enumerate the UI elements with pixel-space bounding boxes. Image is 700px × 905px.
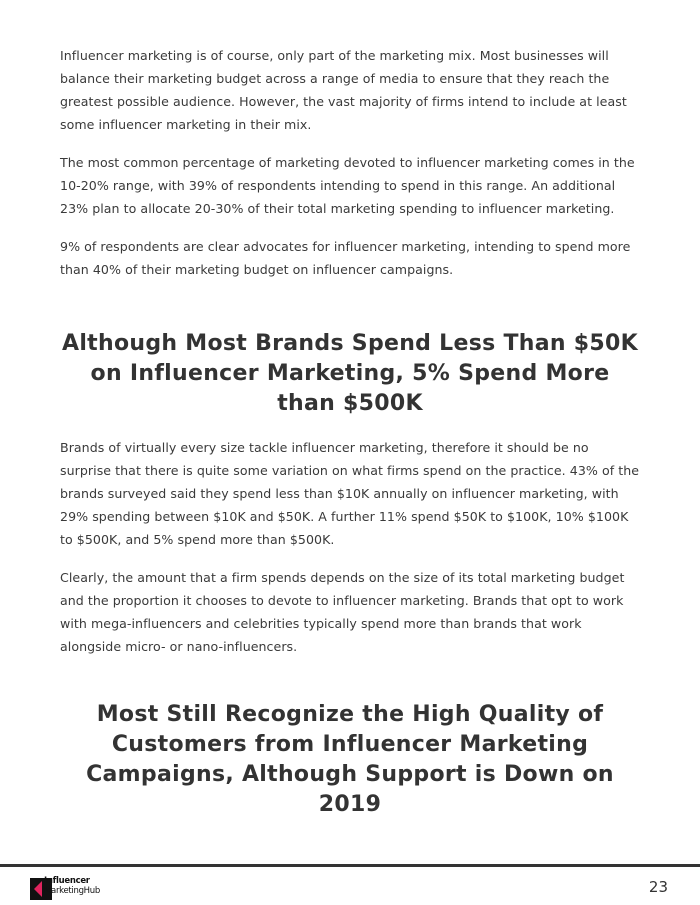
- section-2: [60, 436, 640, 673]
- paragraph: 9% of respondents are clear advocates for influencer marketing, intending to spend more than 40% of their marketing budget on influencer campaigns.: [60, 239, 631, 277]
- logo-line-1: Influencer: [44, 876, 90, 886]
- paragraph: The most common percentage of marketing devoted to influencer marketing comes in the 10-20% range, with 39% of respondents intending to spend in this range. An additional 23% plan to allocate 20-30% of their total marketing spending to influencer marketing.: [60, 155, 635, 216]
- logo-line-2: MarketingHub: [44, 886, 100, 896]
- section-heading: Most Still Recognize the High Quality of Customers from Influencer Marketing Campaigns, Although Support is Down on 2019: [86, 702, 614, 817]
- paragraph: Brands of virtually every size tackle influencer marketing, therefore it should be no surprise that there is quite some variation on what firms spend on the practice. 43% of the brands surveyed said they spend less than $10K annually on influencer marketing, with 29% spending between $10K and $50K. A further 11% spend $50K to $100K, 10% $100K to $500K, and 5% spend more than $500K.: [60, 440, 640, 547]
- section-1: [60, 44, 640, 296]
- paragraph: Clearly, the amount that a firm spends depends on the size of its total marketing budget and the proportion it chooses to devote to influencer marketing. Brands that opt to work with mega-influencers and celebrities typically spend more than brands that work alongside micro- or nano-influencers.: [60, 570, 625, 654]
- page-number: 23: [648, 878, 668, 896]
- logo-text: [44, 876, 100, 896]
- influencer-marketing-hub-logo: [30, 876, 140, 902]
- paragraph: Influencer marketing is of course, only part of the marketing mix. Most businesses will balance their marketing budget across a range of media to ensure that they reach the greatest possible audience. However, the vast majority of firms intend to include at least some influencer marketing in their mix.: [60, 48, 627, 132]
- section-heading: Although Most Brands Spend Less Than $50K on Influencer Marketing, 5% Spend More than $500K: [62, 331, 638, 416]
- footer-divider: [0, 864, 700, 867]
